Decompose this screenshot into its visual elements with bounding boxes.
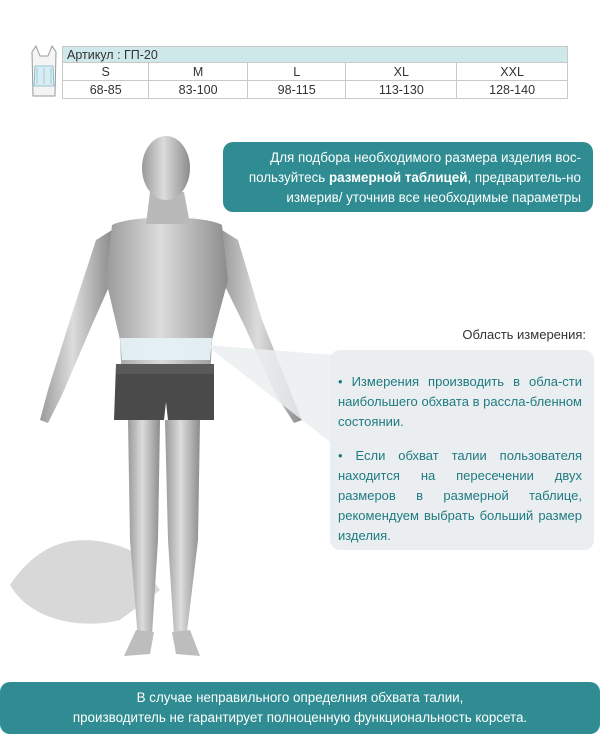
- measurement-info-panel: [330, 350, 594, 550]
- left-foot: [124, 630, 154, 656]
- range-cell: 68-85: [63, 81, 149, 99]
- right-foot: [172, 630, 200, 656]
- corset-thumbnail-image: [28, 42, 60, 104]
- right-leg: [165, 420, 200, 640]
- range-row: [63, 81, 568, 99]
- range-cell: 128-140: [457, 81, 568, 99]
- head: [142, 136, 190, 200]
- size-cell: XL: [346, 63, 457, 81]
- size-cell: XXL: [457, 63, 568, 81]
- warning-line-1: В случае неправильного определния обхвата талии,: [136, 690, 464, 705]
- size-table: [62, 46, 568, 99]
- warning-line-2: производитель не гарантирует полноценную функциональность корсета.: [72, 710, 528, 725]
- waist-band: [120, 338, 212, 360]
- measurement-bullet: • Измерения производить в обла-сти наибольшего обхвата в рассла-бленном состоянии.: [338, 374, 582, 429]
- size-cell: L: [247, 63, 346, 81]
- measurement-area-title: Область измерения:: [462, 327, 586, 342]
- note-text-bold: размерной таблицей: [329, 170, 468, 185]
- pointer-wedge: [206, 335, 336, 465]
- note-text-part1: Для подбора необходимого размера изделия вос-пользуйтесь: [248, 150, 581, 185]
- article-label: Артикул : ГП-20: [63, 47, 568, 63]
- left-arm: [40, 230, 112, 423]
- size-row: [63, 63, 568, 81]
- range-cell: 98-115: [247, 81, 346, 99]
- range-cell: 113-130: [346, 81, 457, 99]
- note-text-part2: , предваритель-но измерив/ уточнив все необходимые параметры: [286, 170, 581, 205]
- warning-banner: [0, 682, 600, 734]
- size-table-note: [223, 142, 593, 212]
- measurement-bullet: • Если обхват талии пользователя находится на пересечении двух размеров в размерной таблице, рекомендуем выбрать больший размер изделия.: [338, 448, 582, 543]
- size-cell: M: [149, 63, 248, 81]
- range-cell: 83-100: [149, 81, 248, 99]
- size-cell: S: [63, 63, 149, 81]
